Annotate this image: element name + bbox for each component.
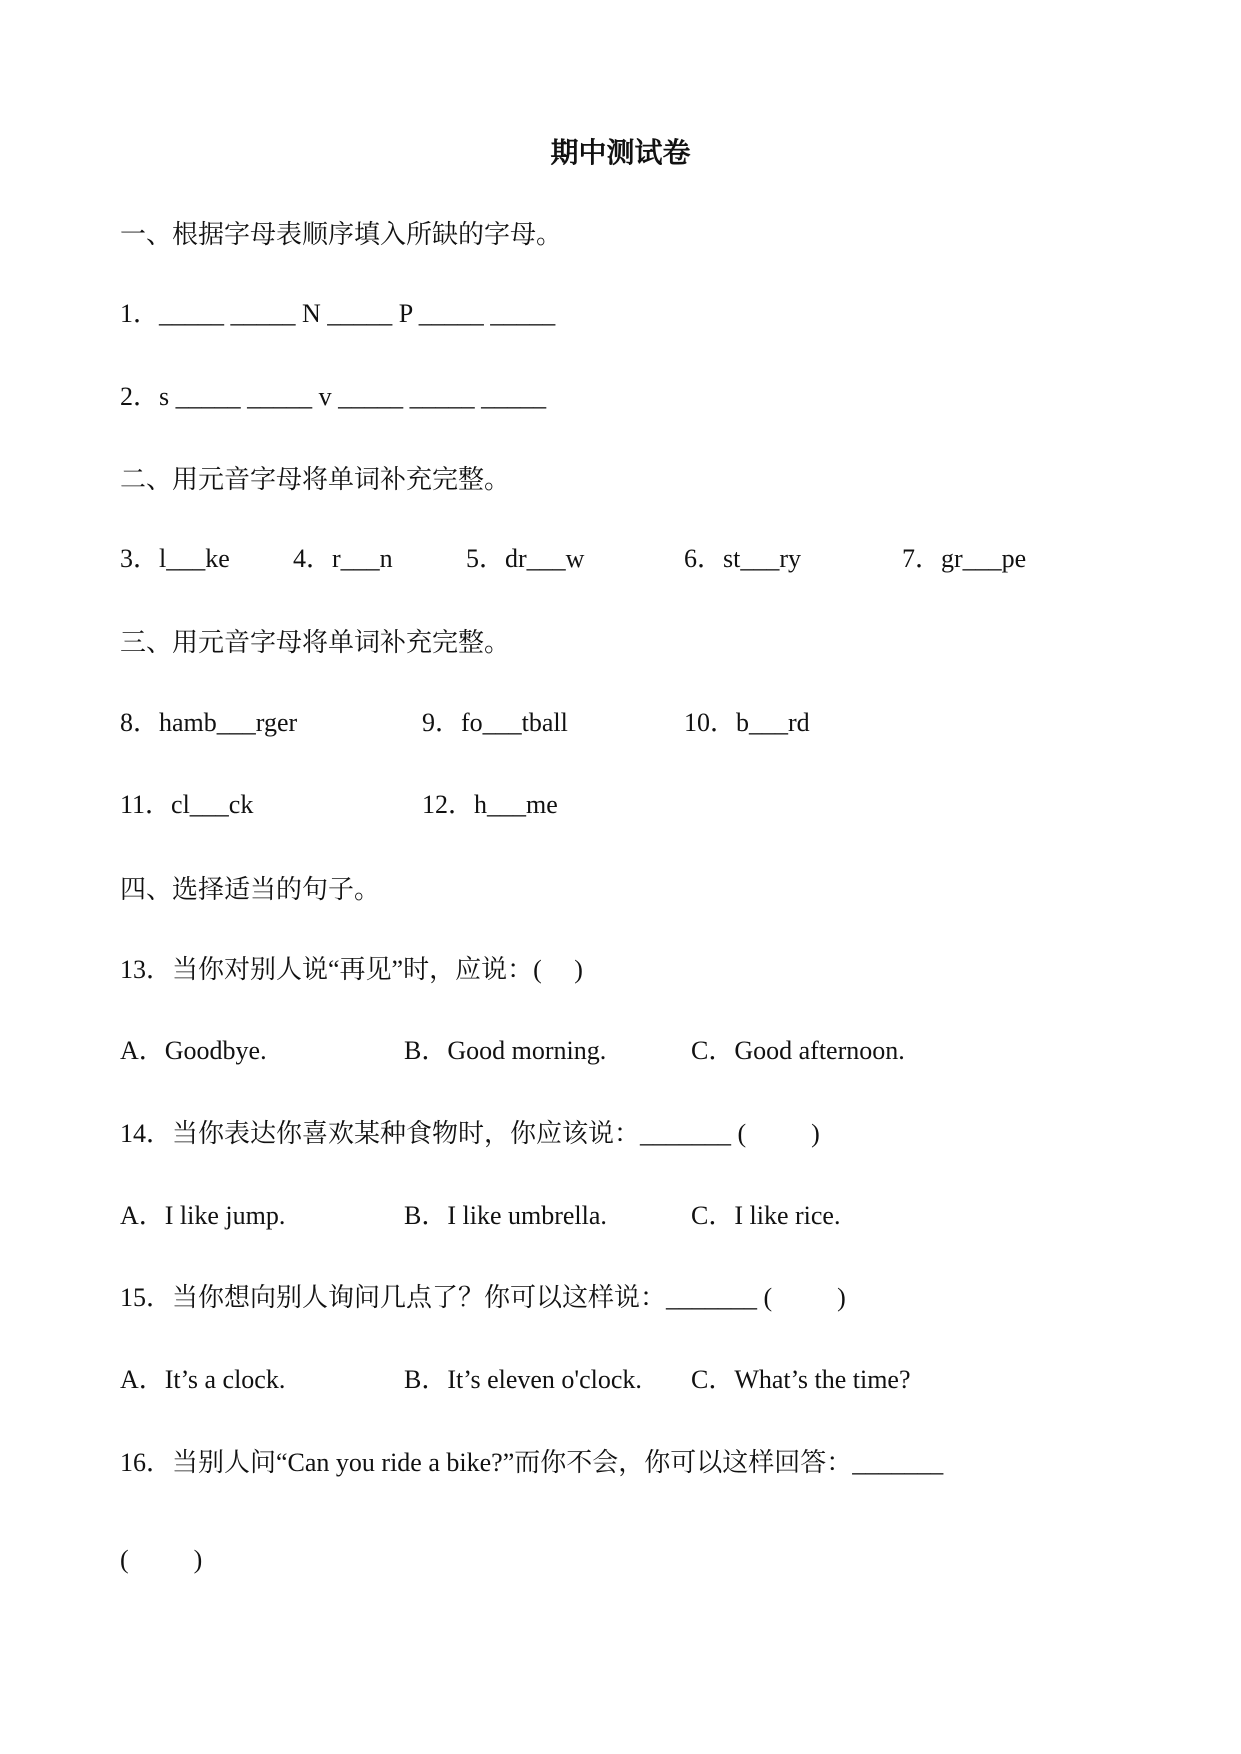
question-11: 11．cl___ck — [120, 790, 254, 819]
question-3: 3．l___ke — [120, 544, 230, 573]
question-13-option-c: C．Good afternoon. — [691, 1036, 905, 1065]
question-10: 10．b___rd — [684, 708, 810, 737]
question-7: 7．gr___pe — [902, 544, 1027, 573]
question-14-stem: 14．当你表达你喜欢某种食物时，你应该说：_______ ( ) — [120, 1119, 820, 1148]
question-14-option-a: A．I like jump. — [120, 1201, 286, 1230]
page-title: 期中测试卷 — [550, 138, 691, 169]
question-15-option-c: C．What’s the time? — [691, 1365, 911, 1394]
question-5: 5．dr___w — [466, 544, 585, 573]
question-13-stem: 13．当你对别人说“再见”时，应说：( ) — [120, 955, 583, 984]
question-15-stem: 15．当你想向别人询问几点了？你可以这样说：_______ ( ) — [120, 1283, 846, 1312]
question-16-stem: 16．当别人问“Can you ride a bike?”而你不会，你可以这样回答：_______ — [120, 1448, 944, 1477]
question-14-option-b: B．I like umbrella. — [404, 1201, 607, 1230]
question-2: 2．s _____ _____ v _____ _____ _____ — [120, 382, 547, 411]
question-4: 4．r___n — [293, 544, 393, 573]
question-9: 9．fo___tball — [422, 708, 568, 737]
section-4-heading: 四、选择适当的句子。 — [120, 875, 381, 904]
section-1-heading: 一、根据字母表顺序填入所缺的字母。 — [120, 220, 563, 249]
question-1: 1．_____ _____ N _____ P _____ _____ — [120, 299, 556, 328]
question-12: 12．h___me — [422, 790, 558, 819]
question-13-option-b: B．Good morning. — [404, 1036, 607, 1065]
section-3-heading: 三、用元音字母将单词补充完整。 — [120, 628, 511, 657]
question-13-option-a: A．Goodbye. — [120, 1036, 267, 1065]
question-6: 6．st___ry — [684, 544, 802, 573]
question-16-answer-paren: ( ) — [120, 1545, 203, 1574]
question-15-option-b: B．It’s eleven o'clock. — [404, 1365, 642, 1394]
question-8: 8．hamb___rger — [120, 708, 298, 737]
question-14-option-c: C．I like rice. — [691, 1201, 841, 1230]
section-2-heading: 二、用元音字母将单词补充完整。 — [120, 465, 511, 494]
question-15-option-a: A．It’s a clock. — [120, 1365, 286, 1394]
